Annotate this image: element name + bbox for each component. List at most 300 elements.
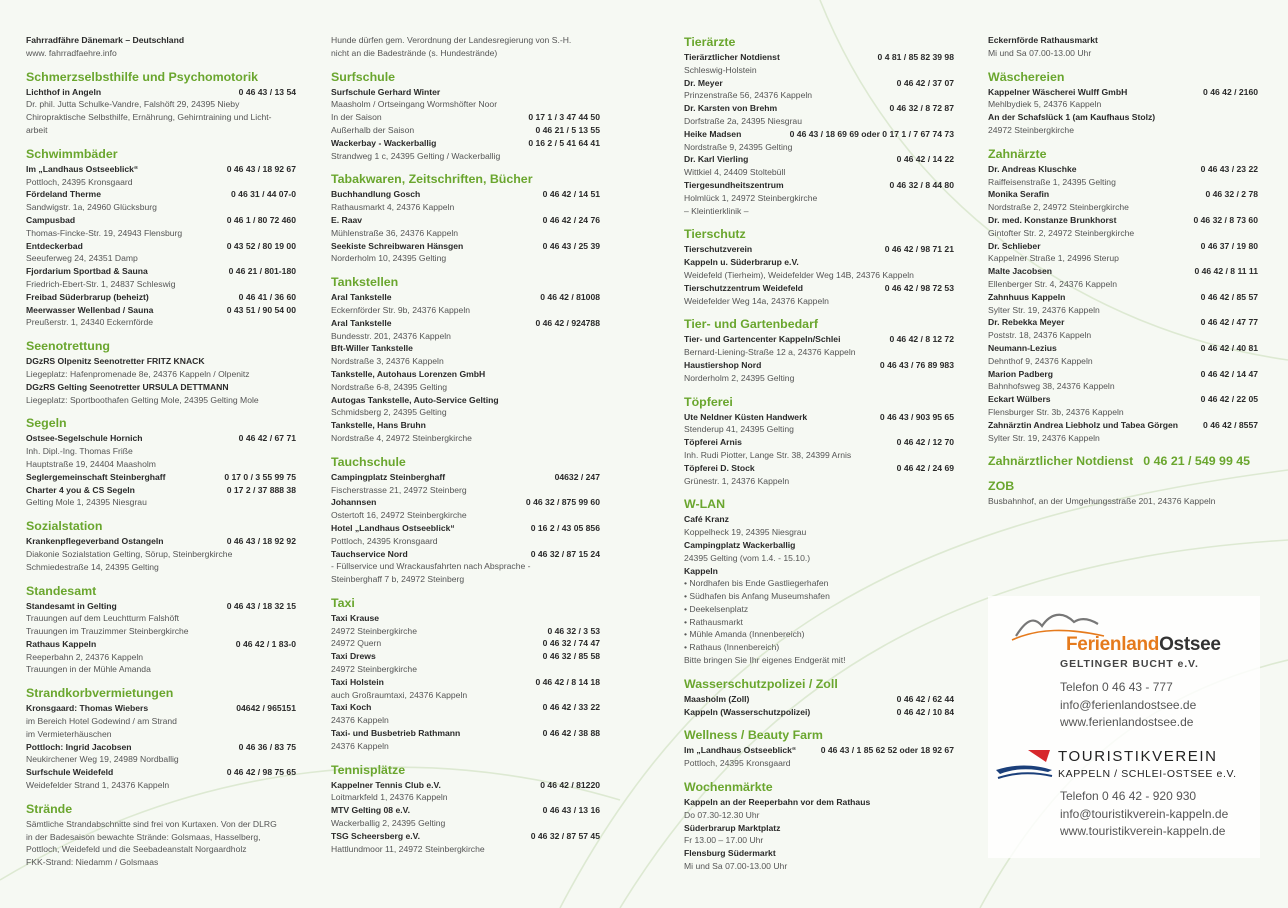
entry-text: Friedrich-Ebert-Str. 1, 24837 Schleswig <box>26 278 176 289</box>
directory-section <box>684 496 954 667</box>
ferienland-website[interactable]: www.ferienlandostsee.de <box>1060 715 1194 729</box>
phone-number: 0 46 21 / 801-180 <box>228 266 296 277</box>
entry-text: Flensburger Str. 3b, 24376 Kappeln <box>988 406 1124 417</box>
entry-text: Gintofter Str. 2, 24972 Steinbergkirche <box>988 227 1135 238</box>
entry-text: Grünestr. 1, 24376 Kappeln <box>684 475 790 486</box>
entry-name: Tier- und Gartencenter Kappeln/Schlei <box>684 334 841 345</box>
section-heading: Tennisplätze <box>331 762 406 777</box>
entry-name: Kronsgaard: Thomas Wiebers <box>26 703 149 714</box>
directory-section <box>988 34 1258 60</box>
entry-row <box>331 612 600 625</box>
entry-row <box>331 689 600 702</box>
entry-row <box>26 47 296 60</box>
entry-row <box>684 141 954 154</box>
entry-name: Tierschutzzentrum Weidefeld <box>684 282 804 293</box>
entry-text: Mi und Sa 07.00-13.00 Uhr <box>684 861 788 872</box>
section-heading: Schwimmbäder <box>26 146 118 161</box>
entry-row <box>26 445 296 458</box>
entry-row <box>684 372 954 385</box>
entry-text: Neukirchener Weg 19, 24989 Nordballig <box>26 754 179 765</box>
section-heading: Wochenmärkte <box>684 780 773 795</box>
entry-row <box>684 693 954 706</box>
entry-name: Ostsee-Segelschule Hornich <box>26 433 143 444</box>
entry-text: Pottloch, 24395 Kronsgaard <box>331 535 438 546</box>
entry-row <box>26 176 296 189</box>
ferienland-email[interactable]: info@ferienlandostsee.de <box>1060 698 1197 712</box>
entry-row <box>684 243 954 256</box>
phone-number: 0 46 42 / 38 88 <box>542 728 600 739</box>
entry-row <box>331 368 600 381</box>
entry-row <box>684 89 954 102</box>
section-heading: ZOB <box>988 479 1015 494</box>
directory-section <box>26 69 296 137</box>
directory-section <box>684 226 954 307</box>
entry-name: Fördeland Therme <box>26 189 101 200</box>
entry-row <box>26 163 296 176</box>
phone-number: 0 46 43 / 18 69 69 oder 0 17 1 / 7 67 74 73 <box>789 128 954 139</box>
entry-name: Marion Padberg <box>988 368 1053 379</box>
ferienland-subtitle: GELTINGER BUCHT e.V. <box>1060 658 1199 670</box>
entry-name: Campingplatz Steinberghaff <box>331 471 446 482</box>
entry-text: Pottloch, Weidefeld und die Seebadeanstalt Norgaardholz <box>26 844 247 855</box>
entry-row <box>331 496 600 509</box>
directory-section <box>684 394 954 488</box>
entry-text: Thomas-Fincke-Str. 19, 24943 Flensburg <box>26 227 183 238</box>
directory-section <box>684 34 954 217</box>
entry-row <box>331 47 600 60</box>
entry-row <box>331 137 600 150</box>
touristikverein-email[interactable]: info@touristikverein-kappeln.de <box>1060 807 1229 821</box>
bullet-item: • Mühle Amanda (Innenbereich) <box>684 628 954 641</box>
entry-text: Stenderup 41, 24395 Gelting <box>684 424 794 435</box>
entry-name: Taxi Krause <box>331 612 380 623</box>
entry-row <box>331 548 600 561</box>
entry-name: Im „Landhaus Ostseeblick“ <box>26 163 139 174</box>
entry-row <box>988 291 1258 304</box>
entry-name: Taxi Drews <box>331 651 376 662</box>
entry-row <box>988 34 1258 47</box>
phone-number: 0 46 42 / 2160 <box>1203 86 1258 97</box>
entry-name: Campusbad <box>26 214 76 225</box>
entry-text: Außerhalb der Saison <box>331 124 415 135</box>
phone-number: 0 16 2 / 43 05 856 <box>530 522 600 533</box>
entry-name: Charter 4 you & CS Segeln <box>26 484 135 495</box>
entry-text: Do 07.30-12.30 Uhr <box>684 809 760 820</box>
entry-text: Maasholm / Ortseingang Wormshöfter Noor <box>331 99 498 110</box>
phone-number: 0 46 32 / 875 99 60 <box>525 497 600 508</box>
entry-row <box>988 240 1258 253</box>
entry-row <box>988 495 1258 508</box>
entry-row <box>331 676 600 689</box>
entry-row <box>684 128 954 141</box>
entry-row <box>26 779 296 792</box>
phone-number: 0 46 32 / 87 57 45 <box>530 830 600 841</box>
column-1 <box>26 34 296 869</box>
entry-name: Fjordarium Sportbad & Sauna <box>26 266 148 277</box>
entry-row <box>331 714 600 727</box>
phone-number: 0 46 42 / 98 75 65 <box>226 767 296 778</box>
directory-section <box>988 478 1258 508</box>
column-4 <box>988 34 1258 508</box>
entry-text: Inh. Rudi Piotter, Lange Str. 38, 24399 Arnis <box>684 449 852 460</box>
section-heading: Standesamt <box>26 583 97 598</box>
entry-name: Im „Landhaus Ostseeblick“ <box>684 745 797 756</box>
entry-row <box>684 115 954 128</box>
phone-number: 0 46 1 / 80 72 460 <box>226 214 296 225</box>
entry-row <box>684 757 954 770</box>
entry-name: Kappeln <box>684 565 718 576</box>
section-heading: Tankstellen <box>331 275 399 290</box>
entry-text: im Vermieterhäuschen <box>26 728 112 739</box>
entry-row <box>331 355 600 368</box>
entry-name: Tierärztlicher Notdienst <box>684 52 780 62</box>
directory-section <box>331 34 600 60</box>
entry-text: Trauungen in der Mühle Amanda <box>26 664 151 675</box>
entry-name: Töpferei Arnis <box>684 437 742 448</box>
entry-row <box>331 522 600 535</box>
phone-number: 0 46 43 / 1 85 62 52 oder 18 92 67 <box>820 745 954 756</box>
entry-row <box>684 256 954 269</box>
entry-row <box>26 728 296 741</box>
phone-number: 0 46 42 / 924788 <box>535 317 600 328</box>
entry-row <box>684 834 954 847</box>
entry-row <box>26 394 296 407</box>
entry-text: Steinberghaff 7 b, 24972 Steinberg <box>331 574 465 585</box>
entry-row <box>684 64 954 77</box>
phone-number: 0 46 42 / 8 14 18 <box>535 676 600 687</box>
entry-text: Schleswig-Holstein <box>684 64 757 75</box>
entry-text: Wittkiel 4, 24409 Stoltebüll <box>684 167 786 178</box>
entry-row <box>684 475 954 488</box>
entry-row <box>26 831 296 844</box>
entry-row <box>331 791 600 804</box>
entry-row <box>331 240 600 253</box>
entry-row <box>684 449 954 462</box>
entry-row <box>684 539 954 552</box>
entry-text: Eckernförder Str. 9b, 24376 Kappeln <box>331 304 471 315</box>
entry-name: Seekiste Schreibwaren Hänsgen <box>331 240 464 251</box>
section-heading: Tauchschule <box>331 454 406 469</box>
entry-name: Flensburg Südermarkt <box>684 848 776 859</box>
phone-number: 0 46 32 / 2 78 <box>1205 189 1258 200</box>
entry-text: Weidefelder Weg 14a, 24376 Kappeln <box>684 295 829 306</box>
entry-text: Norderholm 2, 24395 Gelting <box>684 372 795 383</box>
entry-row <box>684 860 954 873</box>
phone-number: 0 46 42 / 81008 <box>540 292 600 303</box>
phone-number: 0 46 43 / 18 92 67 <box>226 163 296 174</box>
entry-text: Sylter Str. 19, 24376 Kappeln <box>988 432 1100 443</box>
touristikverein-website[interactable]: www.touristikverein-kappeln.de <box>1060 824 1226 838</box>
phone-number: 0 46 42 / 24 69 <box>896 462 954 473</box>
entry-name: Fahrradfähre Dänemark – Deutschland <box>26 35 185 45</box>
entry-row <box>988 432 1258 445</box>
entry-row <box>26 548 296 561</box>
entry-row <box>331 124 600 137</box>
entry-name: Tankstelle, Autohaus Lorenzen GmbH <box>331 368 486 379</box>
phone-number: 0 46 43 / 23 22 <box>1200 163 1258 174</box>
entry-row <box>988 304 1258 317</box>
entry-text: im Bereich Hotel Godewind / am Strand <box>26 716 177 727</box>
directory-section <box>26 415 296 509</box>
entry-row <box>26 214 296 227</box>
phone-number: 0 46 43 / 18 32 15 <box>226 600 296 611</box>
entry-row <box>331 406 600 419</box>
bullet-item: • Südhafen bis Anfang Museumshafen <box>684 590 954 603</box>
phone-number: 0 46 42 / 8 12 72 <box>889 334 954 345</box>
entry-row <box>26 651 296 664</box>
entry-name: Monika Serafin <box>988 189 1050 200</box>
entry-text: Ellenberger Str. 4, 24376 Kappeln <box>988 278 1117 289</box>
entry-row <box>26 98 296 111</box>
entry-text: Mi und Sa 07.00-13.00 Uhr <box>988 47 1092 58</box>
entry-row <box>988 329 1258 342</box>
phone-number: 0 46 32 / 87 15 24 <box>530 548 600 559</box>
entry-name: Aral Tankstelle <box>331 292 392 303</box>
phone-number: 0 46 41 / 36 60 <box>238 291 296 302</box>
entry-name: Taxi- und Busbetrieb Rathmann <box>331 728 461 739</box>
phone-number: 0 46 42 / 14 22 <box>896 154 954 165</box>
entry-text: 24395 Gelting (vom 1.4. - 15.10.) <box>684 552 811 563</box>
column-3 <box>684 34 954 873</box>
entry-row <box>331 804 600 817</box>
entry-text: Diakonie Sozialstation Gelting, Sörup, Steinbergkirche <box>26 548 233 559</box>
emergency-line <box>988 453 1258 469</box>
section-heading: Surfschule <box>331 69 396 84</box>
section-heading: Töpferei <box>684 394 733 409</box>
entry-row <box>988 176 1258 189</box>
entry-row <box>26 432 296 445</box>
entry-row <box>988 406 1258 419</box>
entry-row <box>331 201 600 214</box>
entry-text: www. fahrradfaehre.info <box>26 47 117 58</box>
ferienland-wordmark <box>1066 634 1221 656</box>
entry-name: Aral Tankstelle <box>331 317 392 328</box>
entry-row <box>26 278 296 291</box>
entry-name: Hotel „Landhaus Ostseeblick“ <box>331 522 455 533</box>
entry-row <box>988 368 1258 381</box>
entry-row <box>26 715 296 728</box>
phone-number: 0 46 32 / 8 72 87 <box>889 103 954 114</box>
phone-number: 0 46 43 / 903 95 65 <box>879 411 954 422</box>
entry-row <box>988 265 1258 278</box>
entry-row <box>684 359 954 372</box>
entry-row <box>26 484 296 497</box>
entry-row <box>331 637 600 650</box>
entry-text: 24376 Kappeln <box>331 740 389 751</box>
entry-name: Dr. Meyer <box>684 77 723 88</box>
entry-name: Haustiershop Nord <box>684 359 762 370</box>
entry-text: Trauungen im Trauzimmer Steinbergkirche <box>26 626 189 637</box>
entry-text: Hattlundmoor 11, 24972 Steinbergkirche <box>331 843 485 854</box>
entry-text: Holmlück 1, 24972 Steinbergkirche <box>684 192 818 203</box>
entry-text: Bahnhofsweg 38, 24376 Kappeln <box>988 381 1115 392</box>
entry-row <box>331 471 600 484</box>
entry-text: Schmiedestraße 14, 24395 Gelting <box>26 561 159 572</box>
entry-name: Campingplatz Wackerballig <box>684 539 796 550</box>
phone-number: 0 46 42 / 81220 <box>540 779 600 790</box>
directory-section <box>26 146 296 329</box>
entry-row <box>684 346 954 359</box>
entry-row <box>684 166 954 179</box>
entry-text: Chiropraktische Selbsthilfe, Ernährung, Gehirntraining und Licht- <box>26 112 272 123</box>
entry-row <box>331 111 600 124</box>
entry-name: Wackerbay - Wackerballig <box>331 137 437 148</box>
entry-row <box>684 333 954 346</box>
entry-row <box>331 330 600 343</box>
entry-row <box>26 381 296 394</box>
entry-text: Dehnthof 9, 24376 Kappeln <box>988 355 1093 366</box>
entry-text: nicht an die Badestrände (s. Hundestrände) <box>331 47 498 58</box>
entry-row <box>684 269 954 282</box>
section-heading: Strände <box>26 801 73 816</box>
entry-name: Kappelner Tennis Club e.V. <box>331 779 441 790</box>
section-heading: Seenotrettung <box>26 339 110 354</box>
section-heading: Schmerzselbsthilfe und Psychomotorik <box>26 69 259 84</box>
entry-row <box>331 817 600 830</box>
entry-row <box>331 727 600 740</box>
entry-row <box>331 509 600 522</box>
entry-name: Heike Madsen <box>684 128 742 139</box>
entry-row <box>988 201 1258 214</box>
phone-number: 0 46 42 / 98 72 53 <box>884 282 954 293</box>
column-2 <box>331 34 600 855</box>
section-heading: Wellness / Beauty Farm <box>684 728 823 743</box>
entry-name: Neumann-Lezius <box>988 342 1057 353</box>
entry-row <box>331 150 600 163</box>
entry-name: Ute Neldner Küsten Handwerk <box>684 411 808 422</box>
entry-row <box>684 423 954 436</box>
entry-row <box>331 573 600 586</box>
entry-name: Zahnärztin Andrea Liebholz und Tabea Görgen <box>988 419 1179 430</box>
entry-row <box>26 702 296 715</box>
entry-row <box>988 316 1258 329</box>
entry-row <box>988 111 1258 124</box>
entry-name: Krankenpflegeverband Ostangeln <box>26 536 164 547</box>
phone-number: 04642 / 965151 <box>236 703 296 714</box>
directory-section <box>26 338 296 406</box>
entry-name: DGzRS Gelting Seenotretter URSULA DETTMANN <box>26 381 229 392</box>
entry-row <box>331 701 600 714</box>
phone-number: 0 46 42 / 47 77 <box>1200 317 1258 328</box>
phone-number: 0 46 43 / 25 39 <box>542 240 600 251</box>
phone-number: 0 46 21 / 5 13 55 <box>535 124 600 135</box>
entry-name: E. Raav <box>331 214 363 225</box>
entry-name: Eckart Wülbers <box>988 394 1051 405</box>
entry-row <box>26 561 296 574</box>
touristikverein-phone: Telefon 0 46 42 - 920 930 <box>1060 789 1197 803</box>
entry-text: Hunde dürfen gem. Verordnung der Landesregierung von S.-H. <box>331 35 572 45</box>
phone-number: 0 46 42 / 67 71 <box>238 433 296 444</box>
entry-row <box>988 47 1258 60</box>
entry-name: TSG Scheersberg e.V. <box>331 830 421 841</box>
phone-number: 0 46 32 / 85 58 <box>542 651 600 662</box>
entry-text: Kappelner Straße 1, 24996 Sterup <box>988 253 1119 264</box>
phone-number: 0 46 42 / 1 83-0 <box>235 638 296 649</box>
entry-row <box>331 432 600 445</box>
entry-text: Reeperbahn 2, 24376 Kappeln <box>26 651 144 662</box>
phone-number: 0 46 42 / 14 47 <box>1200 368 1258 379</box>
entry-text: 24972 Steinbergkirche <box>331 625 417 636</box>
entry-row <box>684 295 954 308</box>
directory-section <box>684 727 954 770</box>
bullet-item: • Rathaus (Innenbereich) <box>684 641 954 654</box>
entry-name: Standesamt in Gelting <box>26 600 117 611</box>
entry-row <box>331 381 600 394</box>
ferienland-wordmark-part1: Ferienland <box>1066 634 1160 655</box>
entry-text: in der Badesaison bewachte Strände: Golsmaas, Hasselberg, <box>26 831 261 842</box>
entry-row <box>684 282 954 295</box>
directory-section <box>331 171 600 265</box>
entry-row <box>26 111 296 124</box>
bullet-item: • Rathausmarkt <box>684 616 954 629</box>
entry-row <box>331 86 600 99</box>
section-heading: Strandkorbvermietungen <box>26 686 174 701</box>
entry-text: Bernard-Liening-Straße 12 a, 24376 Kappeln <box>684 347 856 358</box>
entry-row <box>684 77 954 90</box>
entry-name: Meerwasser Wellenbad / Sauna <box>26 304 154 315</box>
entry-text: Raiffeisenstraße 1, 24395 Gelting <box>988 176 1116 187</box>
entry-row <box>26 252 296 265</box>
entry-row <box>26 124 296 137</box>
entry-text: Dr. phil. Jutta Schulke-Vandre, Falshöft 29, 24395 Nieby <box>26 99 240 110</box>
entry-row <box>988 393 1258 406</box>
entry-row <box>331 214 600 227</box>
phone-number: 0 46 32 / 74 47 <box>542 638 600 649</box>
phone-number: 0 46 42 / 8 11 11 <box>1194 266 1258 277</box>
directory-section <box>988 453 1258 469</box>
entry-name: MTV Gelting 08 e.V. <box>331 805 410 816</box>
entry-row <box>331 34 600 47</box>
entry-name: Seglergemeinschaft Steinberghaff <box>26 471 166 482</box>
phone-number: 0 46 42 / 62 44 <box>896 693 954 704</box>
entry-name: Dr. Karl Vierling <box>684 154 749 165</box>
entry-text: Prinzenstraße 56, 24376 Kappeln <box>684 90 813 101</box>
section-heading: W-LAN <box>684 497 726 512</box>
entry-text: Loitmarkfeld 1, 24376 Kappeln <box>331 792 448 803</box>
entry-row <box>684 526 954 539</box>
entry-row <box>331 535 600 548</box>
entry-text: – Kleintierklinik – <box>684 205 749 216</box>
entry-row <box>26 240 296 253</box>
phone-number: 0 46 42 / 40 81 <box>1200 342 1258 353</box>
section-heading: Taxi <box>331 595 355 610</box>
entry-row <box>988 98 1258 111</box>
entry-name: Kappelner Wäscherei Wulff GmbH <box>988 86 1128 97</box>
entry-row <box>26 316 296 329</box>
section-heading: Tierärzte <box>684 35 736 49</box>
entry-row <box>684 565 954 578</box>
entry-row <box>26 843 296 856</box>
entry-row <box>684 411 954 424</box>
entry-row <box>988 163 1258 176</box>
phone-number: 0 17 2 / 37 888 38 <box>226 484 296 495</box>
entry-name: Töpferei D. Stock <box>684 462 755 473</box>
entry-row <box>331 625 600 638</box>
entry-row <box>331 560 600 573</box>
entry-text: Fischerstrasse 21, 24972 Steinberg <box>331 484 467 495</box>
section-heading: Tierschutz <box>684 227 746 242</box>
directory-section <box>331 274 600 445</box>
entry-text: 24972 Steinbergkirche <box>331 664 417 675</box>
entry-name: Lichthof in Angeln <box>26 86 102 97</box>
entry-text: Mehlbydiek 5, 24376 Kappeln <box>988 99 1102 110</box>
phone-number: 0 46 43 / 18 92 92 <box>226 536 296 547</box>
entry-name: Tankstelle, Hans Bruhn <box>331 420 426 431</box>
entry-row <box>684 153 954 166</box>
entry-name: Bft-Willer Tankstelle <box>331 343 413 354</box>
emergency-phone: 0 46 21 / 549 99 45 <box>1143 454 1251 469</box>
entry-text: Nordstraße 2, 24972 Steinbergkirche <box>988 202 1129 213</box>
